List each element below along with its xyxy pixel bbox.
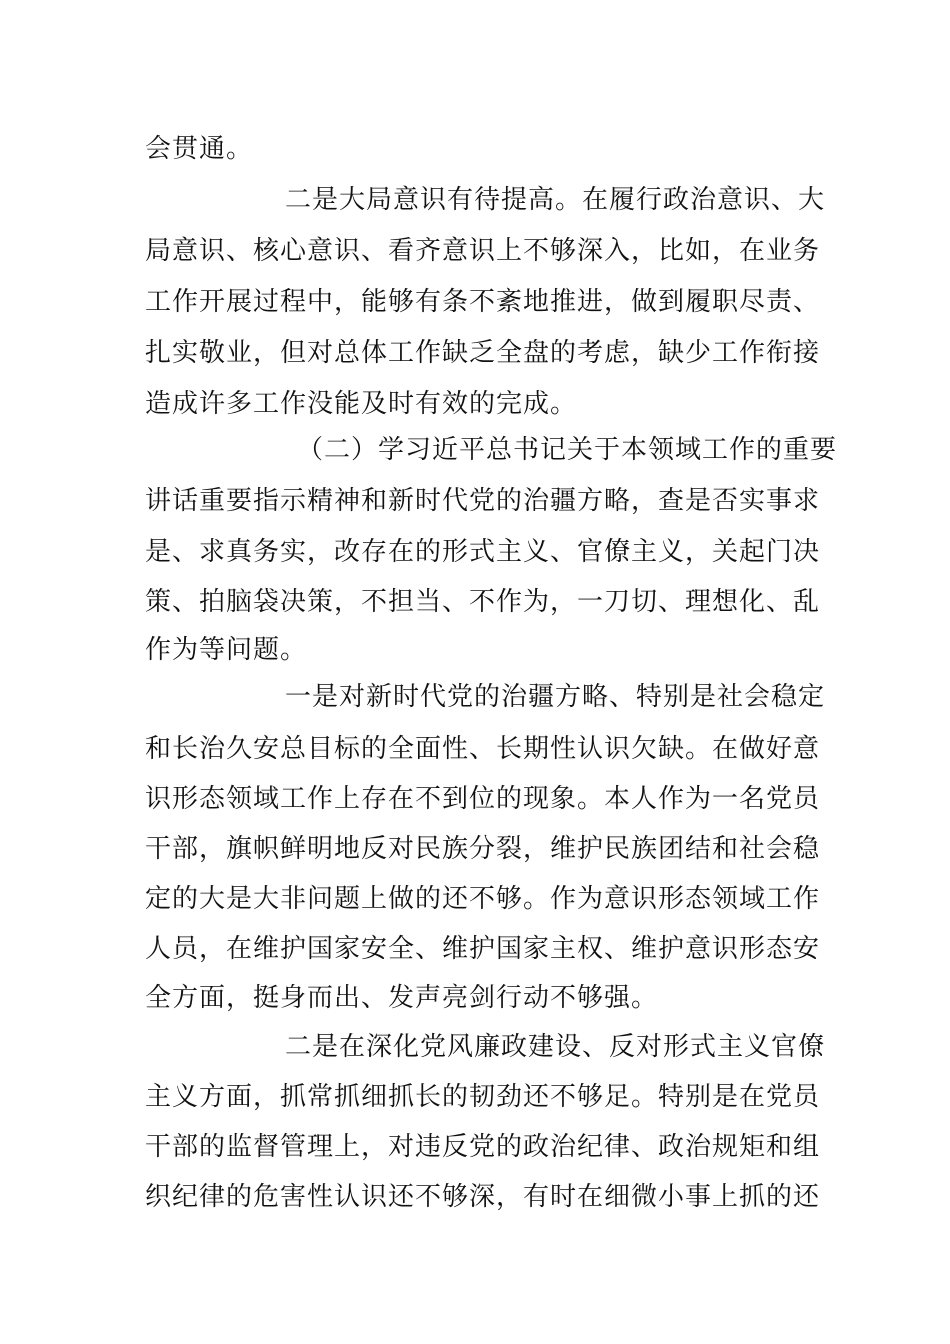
section-heading-line: （二）学习近平总书记关于本领域工作的重要 bbox=[297, 435, 838, 465]
paragraph-first-line: 一是对新时代党的治疆方略、特别是社会稳定 bbox=[285, 682, 826, 712]
text-line: 作为等问题。 bbox=[145, 635, 308, 665]
paragraph-first-line: 二是在深化党风廉政建设、反对形式主义官僚 bbox=[285, 1032, 826, 1062]
paragraph-first-line: 二是大局意识有待提高。在履行政治意识、大 bbox=[285, 185, 826, 215]
text-line: 定的大是大非问题上做的还不够。作为意识形态领域工作 bbox=[145, 884, 821, 914]
text-line: 和长治久安总目标的全面性、长期性认识欠缺。在做好意 bbox=[145, 734, 821, 764]
text-line: 识形态领域工作上存在不到位的现象。本人作为一名党员 bbox=[145, 784, 821, 814]
text-line: 人员，在维护国家安全、维护国家主权、维护意识形态安 bbox=[145, 934, 821, 964]
text-line: 策、拍脑袋决策，不担当、不作为，一刀切、理想化、乱 bbox=[145, 587, 821, 617]
text-line: 全方面，挺身而出、发声亮剑行动不够强。 bbox=[145, 983, 659, 1013]
text-line: 干部的监督管理上，对违反党的政治纪律、政治规矩和组 bbox=[145, 1132, 821, 1162]
text-line: 造成许多工作没能及时有效的完成。 bbox=[145, 389, 578, 419]
text-line: 主义方面，抓常抓细抓长的韧劲还不够足。特别是在党员 bbox=[145, 1082, 821, 1112]
text-line: 工作开展过程中，能够有条不紊地推进，做到履职尽责、 bbox=[145, 287, 821, 317]
text-line: 局意识、核心意识、看齐意识上不够深入，比如，在业务 bbox=[145, 236, 821, 266]
text-line: 讲话重要指示精神和新时代党的治疆方略，查是否实事求 bbox=[145, 486, 821, 516]
text-line: 扎实敬业，但对总体工作缺乏全盘的考虑，缺少工作衔接 bbox=[145, 338, 821, 368]
text-line: 织纪律的危害性认识还不够深，有时在细微小事上抓的还 bbox=[145, 1182, 821, 1212]
text-line: 是、求真务实，改存在的形式主义、官僚主义，关起门决 bbox=[145, 537, 821, 567]
text-line: 干部，旗帜鲜明地反对民族分裂，维护民族团结和社会稳 bbox=[145, 834, 821, 864]
text-line: 会贯通。 bbox=[145, 134, 254, 164]
